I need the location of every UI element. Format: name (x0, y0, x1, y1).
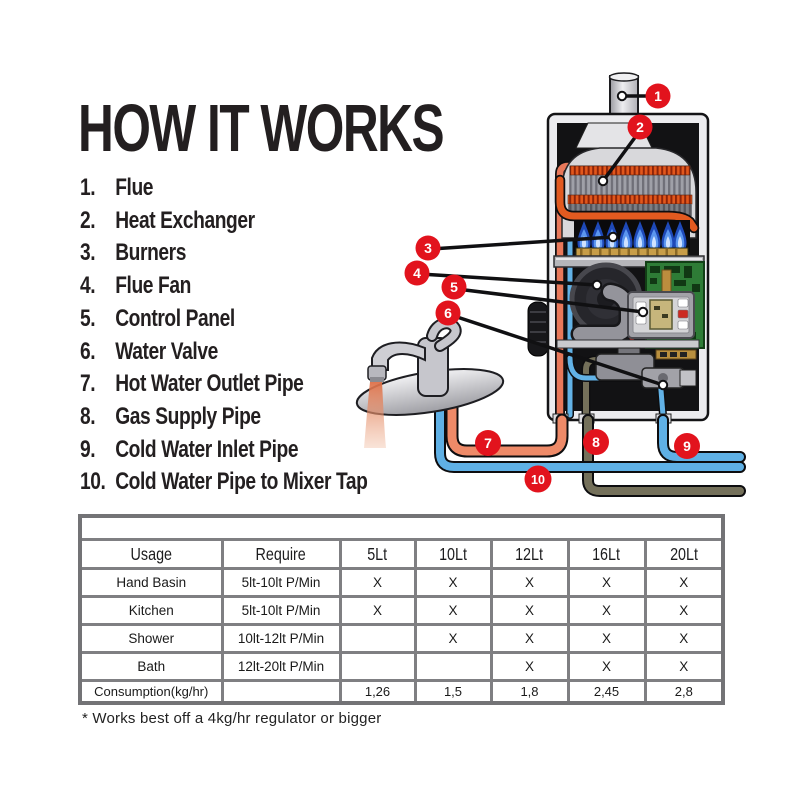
col-16lt: 16Lt (592, 543, 621, 564)
col-require: Require (255, 543, 307, 564)
item-number: 7. (80, 370, 96, 398)
item-number: 1. (80, 174, 96, 201)
svg-text:1: 1 (654, 88, 662, 104)
usage-cell: Bath (80, 653, 222, 681)
item-number: 10. (80, 468, 106, 496)
item-label: Burners (115, 239, 187, 267)
item-label: Flue (115, 174, 154, 201)
value-cell: 2,45 (568, 681, 645, 704)
value-cell: 1,8 (491, 681, 568, 704)
value-cell: 1,26 (340, 681, 415, 704)
cold-water-inlet-pipe (663, 420, 740, 457)
value-cell (340, 653, 415, 681)
svg-text:6: 6 (444, 305, 452, 321)
value-cell: X (568, 569, 645, 597)
value-cell: X (340, 569, 415, 597)
callout-9 (674, 433, 700, 459)
value-cell: X (491, 569, 568, 597)
value-cell: X (491, 653, 568, 681)
table-row (80, 597, 723, 625)
svg-text:4: 4 (413, 265, 421, 281)
col-usage: Usage (130, 543, 172, 564)
mixer-tap (354, 323, 506, 448)
callout-8 (583, 429, 609, 455)
value-cell: 1,5 (415, 681, 491, 704)
table-title-row (80, 516, 723, 540)
value-cell (415, 653, 491, 681)
callout-3 (416, 236, 441, 261)
callout-1 (646, 84, 671, 109)
item-number: 6. (80, 337, 96, 365)
item-number: 4. (80, 272, 96, 300)
callout-4 (405, 261, 430, 286)
col-10lt: 10Lt (439, 543, 467, 564)
page-title: HOW IT WORKS (78, 91, 444, 166)
item-number: 9. (80, 435, 96, 463)
usage-cell: Shower (80, 625, 222, 653)
item-number: 8. (80, 402, 96, 430)
svg-text:2: 2 (636, 119, 644, 135)
value-cell: X (645, 569, 723, 597)
col-20lt: 20Lt (669, 543, 698, 564)
item-label: Cold Water Inlet Pipe (115, 435, 299, 463)
item-label: Hot Water Outlet Pipe (115, 370, 304, 398)
value-cell: X (645, 653, 723, 681)
footnote: * Works best off a 4kg/hr regulator or bigger (82, 710, 382, 727)
svg-text:10: 10 (531, 473, 545, 487)
require-cell (222, 681, 340, 704)
svg-text:8: 8 (592, 434, 600, 450)
control-panel (628, 292, 694, 338)
value-cell: X (568, 597, 645, 625)
regulator-knob (528, 302, 548, 356)
value-cell: X (568, 625, 645, 653)
require-cell: 12lt-20lt P/Min (222, 653, 340, 681)
heater-cutaway-diagram (330, 70, 750, 515)
value-cell (340, 625, 415, 653)
value-cell: X (340, 597, 415, 625)
callout-2 (628, 115, 653, 140)
col-5lt: 5Lt (367, 543, 388, 564)
item-label: Cold Water Pipe to Mixer Tap (115, 468, 368, 496)
callout-7 (475, 430, 501, 456)
require-cell: 5lt-10lt P/Min (222, 569, 340, 597)
item-label: Control Panel (115, 304, 235, 332)
item-label: Water Valve (115, 337, 218, 365)
svg-text:3: 3 (424, 240, 432, 256)
svg-text:9: 9 (683, 438, 691, 454)
item-label: Heat Exchanger (115, 206, 255, 234)
table-row (80, 569, 723, 597)
value-cell: 2,8 (645, 681, 723, 704)
usage-cell: Consumption(kg/hr) (80, 681, 222, 704)
table-row (80, 681, 723, 704)
usage-cell: Kitchen (80, 597, 222, 625)
table-title: Choosing The Size of the Unit (297, 519, 479, 536)
value-cell: X (415, 597, 491, 625)
item-number: 2. (80, 206, 96, 234)
item-label: Gas Supply Pipe (115, 402, 261, 430)
callout-5 (442, 275, 467, 300)
size-selection-table (78, 514, 725, 705)
value-cell: X (491, 597, 568, 625)
lower-divider (557, 340, 699, 348)
col-12lt: 12Lt (515, 543, 544, 564)
value-cell: X (568, 653, 645, 681)
require-cell: 5lt-10lt P/Min (222, 597, 340, 625)
callout-6 (436, 301, 461, 326)
table-header-row (80, 540, 723, 569)
callout-10 (525, 466, 552, 493)
svg-text:7: 7 (484, 435, 492, 451)
lcd-display (650, 300, 672, 329)
require-cell: 10lt-12lt P/Min (222, 625, 340, 653)
value-cell: X (415, 625, 491, 653)
value-cell: X (645, 597, 723, 625)
item-label: Flue Fan (115, 272, 191, 300)
item-number: 5. (80, 304, 96, 332)
heat-exchanger (568, 166, 692, 218)
usage-cell: Hand Basin (80, 569, 222, 597)
svg-text:5: 5 (450, 279, 458, 295)
table-row (80, 653, 723, 681)
value-cell: X (491, 625, 568, 653)
value-cell: X (645, 625, 723, 653)
item-number: 3. (80, 239, 96, 267)
table-row (80, 625, 723, 653)
value-cell: X (415, 569, 491, 597)
